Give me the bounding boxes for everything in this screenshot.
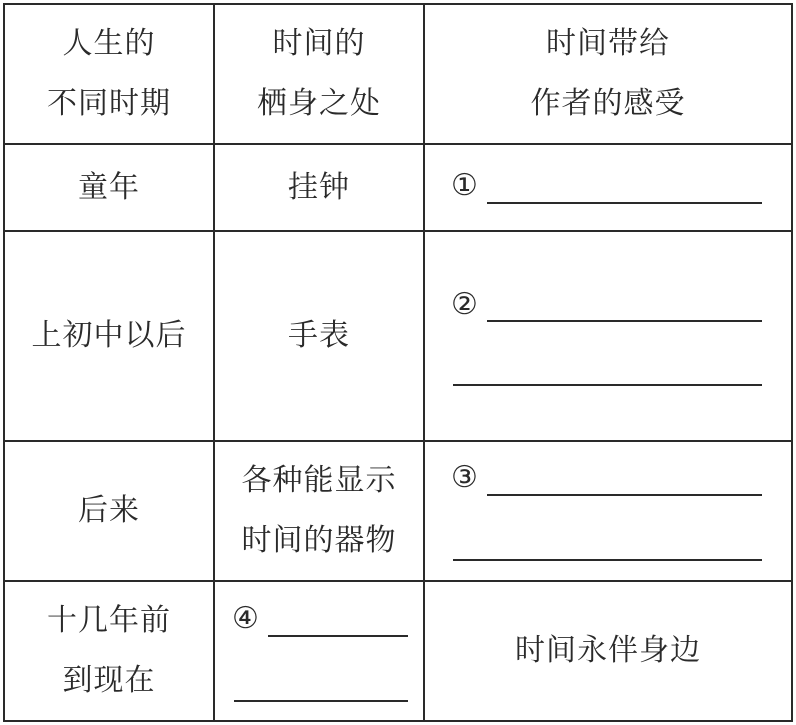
row1-answer-blank[interactable] xyxy=(487,202,762,204)
row4-answer-marker: ④ xyxy=(232,601,259,636)
row1-place: 挂钟 xyxy=(288,169,350,205)
header-period-line2: 不同时期 xyxy=(47,86,171,121)
header-feeling-line2: 作者的感受 xyxy=(530,86,686,121)
row2-place: 手表 xyxy=(288,318,350,353)
row3-answer-blank-continued[interactable] xyxy=(453,559,762,561)
row4-period-line1: 十几年前 xyxy=(47,603,171,638)
row4-period xyxy=(5,582,213,720)
header-place xyxy=(215,5,423,143)
row3-period: 后来 xyxy=(78,493,140,528)
row4-period-line2: 到现在 xyxy=(62,663,156,698)
header-place-line1: 时间的 xyxy=(272,26,366,61)
table-border-bottom xyxy=(3,720,793,722)
row4-feeling: 时间永伴身边 xyxy=(515,633,701,668)
header-place-line2: 栖身之处 xyxy=(257,86,381,121)
header-period xyxy=(5,5,213,143)
table-border-right xyxy=(791,3,793,722)
header-period-line1: 人生的 xyxy=(62,26,156,61)
row1-period: 童年 xyxy=(78,169,140,205)
row3-answer-marker: ③ xyxy=(451,460,478,495)
row3-place-line2: 时间的器物 xyxy=(241,523,397,558)
row3-place xyxy=(215,442,423,580)
row4-answer-blank-continued[interactable] xyxy=(234,700,408,702)
row2-answer-blank-continued[interactable] xyxy=(453,384,762,386)
row2-answer-blank[interactable] xyxy=(487,320,762,322)
row1-answer-marker: ① xyxy=(451,168,478,203)
row3-place-line1: 各种能显示 xyxy=(241,463,397,498)
header-feeling xyxy=(425,5,791,143)
row3-answer-blank[interactable] xyxy=(487,494,762,496)
row2-answer-marker: ② xyxy=(451,287,478,322)
row2-period: 上初中以后 xyxy=(31,318,187,353)
header-feeling-line1: 时间带给 xyxy=(546,26,670,61)
row4-answer-blank[interactable] xyxy=(268,635,408,637)
